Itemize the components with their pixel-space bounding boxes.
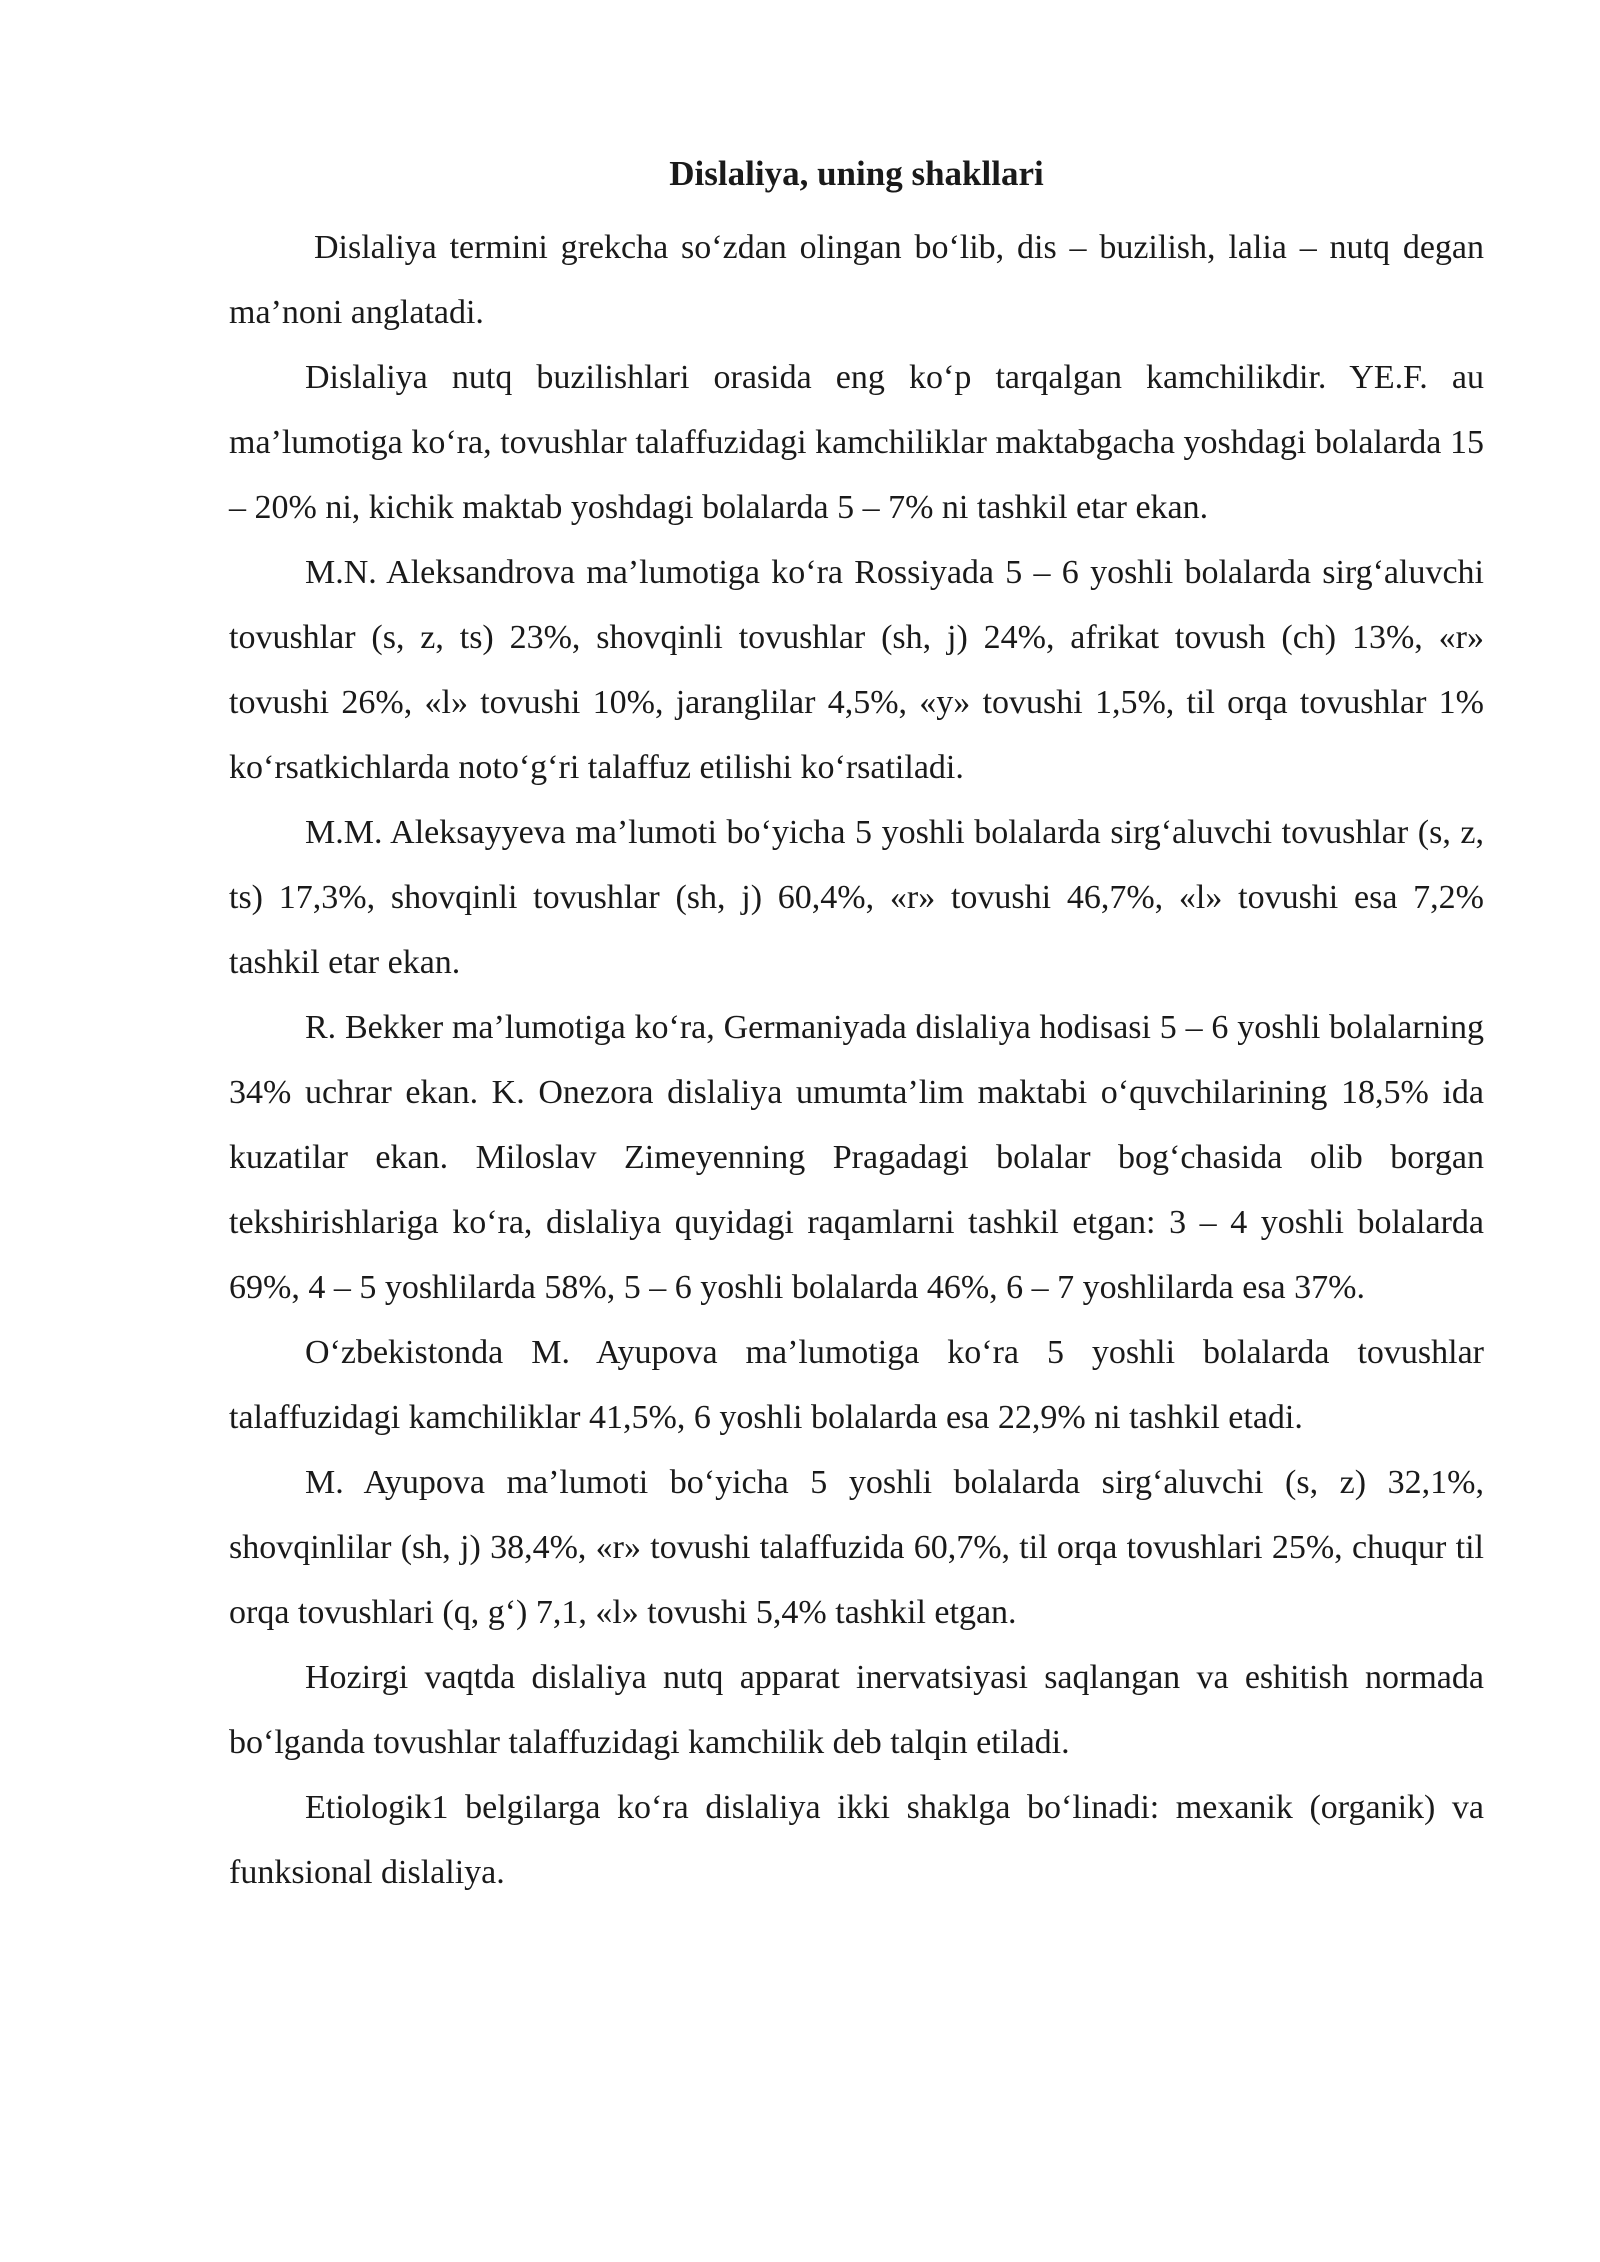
paragraph-ayupova: M. Ayupova ma’lumoti bo‘yicha 5 yoshli bolalarda sirg‘aluvchi (s, z) 32,1%, shovqinlilar (sh, j) 38,4%, «r» tovushi talaffuzida 60,7%, til orqa tovushlari 25%, chuqur til orqa tovushlari (q, g‘) 7,1, «l» tovushi 5,4% tashkil etgan. [229, 1464, 1484, 1631]
paragraph-prevalence: Dislaliya nutq buzilishlari orasida eng ko‘p tarqalgan kamchilikdir. YE.F. au ma’lumotiga ko‘ra, tovushlar talaffuzidagi kamchiliklar maktabgacha yoshdagi bolalarda 15 – 20% ni, kichik maktab yoshdagi bolalarda 5 – 7% ni tashkil etar ekan. [229, 359, 1484, 526]
paragraph-bekker: R. Bekker ma’lumotiga ko‘ra, Germaniyada dislaliya hodisasi 5 – 6 yoshli bolalarning 34% uchrar ekan. K. Onezora dislaliya umumta’lim maktabi o‘quvchilarining 18,5% ida kuzatilar ekan. Miloslav Zimeyenning Pragadagi bolalar bog‘chasida olib borgan tekshirishlariga ko‘ra, dislaliya quyidagi raqamlarni tashkil etgan: 3 – 4 yoshli bolalarda 69%, 4 – 5 yoshlilarda 58%, 5 – 6 yoshli bolalarda 46%, 6 – 7 yoshlilarda esa 37%. [229, 1009, 1484, 1306]
paragraph-definition: Dislaliya termini grekcha so‘zdan olingan bo‘lib, dis – buzilish, lalia – nutq degan ma’noni anglatadi. [229, 229, 1484, 331]
paragraph-uzbekistan: O‘zbekistonda M. Ayupova ma’lumotiga ko‘ra 5 yoshli bolalarda tovushlar talaffuzidagi kamchiliklar 41,5%, 6 yoshli bolalarda esa 22,9% ni tashkil etadi. [229, 1334, 1484, 1436]
paragraph-interpretation: Hozirgi vaqtda dislaliya nutq apparat inervatsiyasi saqlangan va eshitish normada bo‘lganda tovushlar talaffuzidagi kamchilik deb talqin etiladi. [229, 1659, 1484, 1761]
paragraph-aleksayyeva: M.M. Aleksayyeva ma’lumoti bo‘yicha 5 yoshli bolalarda sirg‘aluvchi tovushlar (s, z, ts) 17,3%, shovqinli tovushlar (sh, j) 60,4%, «r» tovushi 46,7%, «l» tovushi esa 7,2% tashkil etar ekan. [229, 814, 1484, 981]
document-page [229, 150, 1484, 1905]
paragraph-aleksandrova: M.N. Aleksandrova ma’lumotiga ko‘ra Rossiyada 5 – 6 yoshli bolalarda sirg‘aluvchi tovushlar (s, z, ts) 23%, shovqinli tovushlar (sh, j) 24%, afrikat tovush (ch) 13%, «r» tovushi 26%, «l» tovushi 10%, jaranglilar 4,5%, «y» tovushi 1,5%, til orqa tovushlar 1% ko‘rsatkichlarda noto‘g‘ri talaffuz etilishi ko‘rsatiladi. [229, 554, 1484, 786]
paragraph-etiology: Etiologik1 belgilarga ko‘ra dislaliya ikki shaklga bo‘linadi: mexanik (organik) va funksional dislaliya. [229, 1789, 1484, 1891]
document-title: Dislaliya, uning shakllari [669, 154, 1044, 193]
